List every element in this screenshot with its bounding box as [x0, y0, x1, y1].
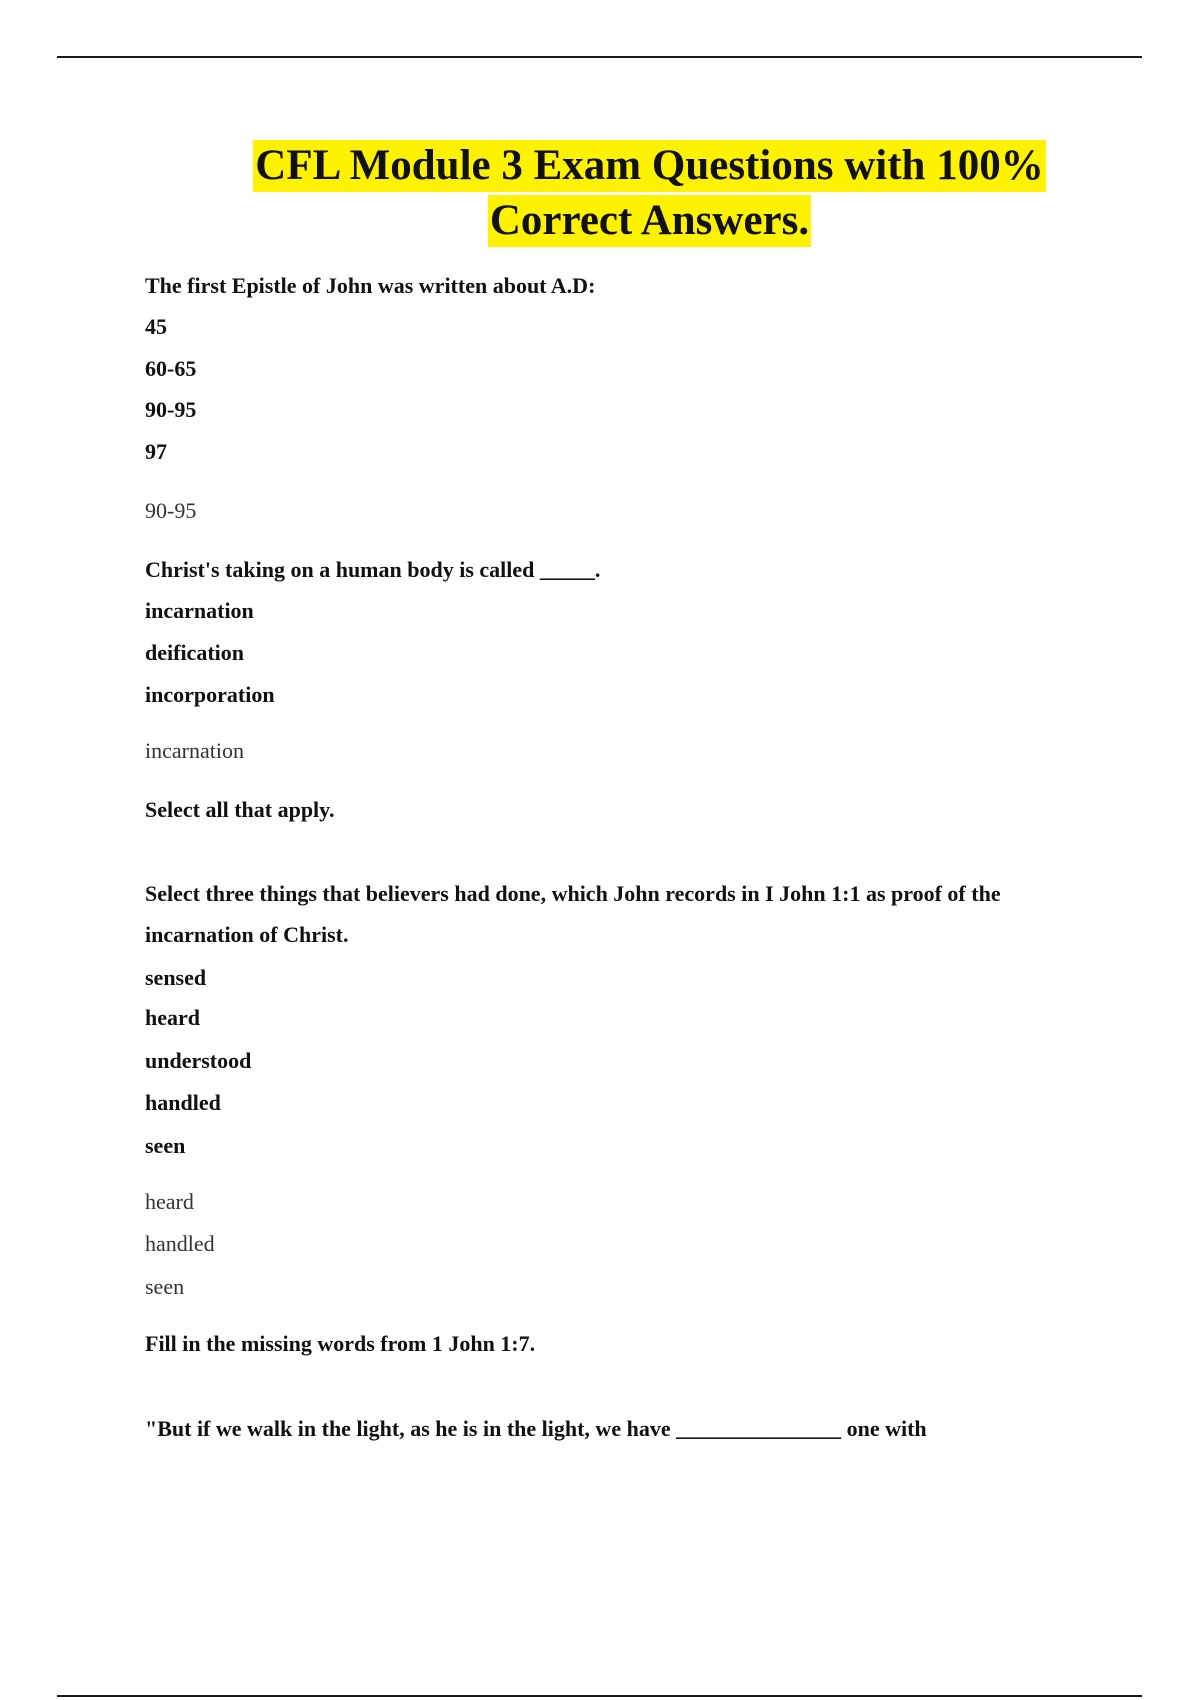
question-1-option-2: 60-65	[145, 356, 197, 381]
question-3-answer-3: seen	[145, 1274, 185, 1299]
question-1-option-1: 45	[145, 314, 167, 339]
question-1-prompt: The first Epistle of John was written about A.D:	[145, 273, 596, 298]
question-3-option-5: seen	[145, 1133, 186, 1158]
question-3-answer-1: heard	[145, 1189, 194, 1214]
question-2-answer-1: incarnation	[145, 738, 244, 763]
question-2-option-1: incarnation	[145, 598, 254, 623]
question-2-option-3: incorporation	[145, 682, 275, 707]
question-3-instruction: Select all that apply.	[145, 797, 335, 822]
question-2-prompt: Christ's taking on a human body is called _____.	[145, 557, 601, 582]
question-2-option-2: deification	[145, 640, 244, 665]
bottom-rule	[57, 1695, 1142, 1697]
question-4-prompt-line-1: "But if we walk in the light, as he is in the light, we have _______________ one with	[145, 1416, 927, 1441]
question-1-option-4: 97	[145, 439, 167, 464]
document-title	[57, 140, 1200, 247]
question-1-answer-1: 90-95	[145, 498, 197, 523]
question-3-option-2: heard	[145, 1005, 200, 1030]
top-rule	[57, 56, 1142, 58]
question-3-prompt-line-2: incarnation of Christ.	[145, 922, 349, 947]
question-3-option-1: sensed	[145, 965, 207, 990]
question-4-instruction: Fill in the missing words from 1 John 1:7.	[145, 1331, 536, 1356]
question-3-answer-2: handled	[145, 1231, 215, 1256]
question-3-option-4: handled	[145, 1090, 221, 1115]
title-line-1: CFL Module 3 Exam Questions with 100%	[253, 140, 1045, 192]
question-1-option-3: 90-95	[145, 397, 197, 422]
question-3-prompt-line-1: Select three things that believers had done, which John records in I John 1:1 as proof of the	[145, 881, 1001, 906]
title-line-2: Correct Answers.	[488, 195, 811, 247]
question-3-option-3: understood	[145, 1048, 252, 1073]
